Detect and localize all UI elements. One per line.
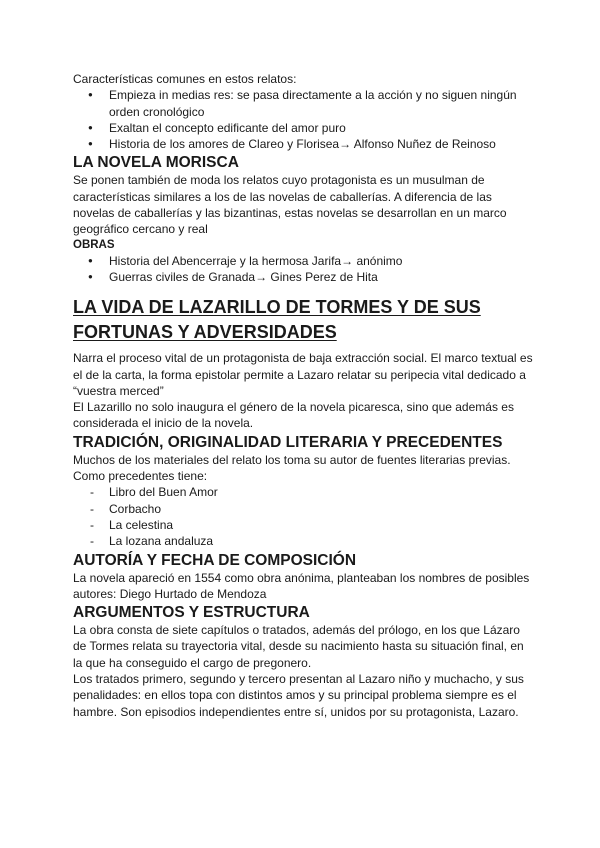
argumentos-paragraph-2: Los tratados primero, segundo y tercero presentan al Lazaro niño y muchacho, y sus penalidades: en ellos topa con distintos amos y su principal problema siempre es el hambre. Son episodios independientes entre sí, unidos por su protagonista, Lazaro. (73, 672, 524, 719)
lazarillo-paragraph-2: El Lazarillo no solo inaugura el género de la novela picaresca, sino que además es considerada el inicio de la novela. (73, 400, 514, 431)
argumentos-paragraph-1: La obra consta de siete capítulos o tratados, además del prólogo, en los que Lázaro de Tormes relata su trayectoria vital, desde su nacimiento hasta su situación final, en la que ha conseguido el cargo de pregonero. (73, 623, 524, 670)
list-item: ● Exaltan el concepto edificante del amor puro (73, 120, 533, 136)
heading-obras: OBRAS (73, 238, 115, 251)
list-item: ● Historia del Abencerraje y la hermosa Jarifa→ anónimo (73, 253, 533, 269)
lazarillo-title-line2: FORTUNAS Y ADVERSIDADES (73, 322, 337, 343)
heading-autoria: AUTORÍA Y FECHA DE COMPOSICIÓN (73, 551, 357, 569)
document-page (73, 71, 533, 720)
tradicion-text: Muchos de los materiales del relato los toma su autor de fuentes literarias previas. Como precedentes tiene: (73, 452, 511, 484)
list-item: - Corbacho (73, 501, 533, 517)
heading-novela-morisca: LA NOVELA MORISCA (73, 154, 239, 172)
autoria-text: La novela apareció en 1554 como obra anónima, planteaban los nombres de posibles autores: Diego Hurtado de Mendoza (73, 570, 530, 601)
list-item: ● Empieza in medias res: se pasa directamente a la acción y no siguen ningún orden cronológico (73, 87, 533, 120)
lazarillo-title (73, 295, 533, 345)
heading-argumentos: ARGUMENTOS Y ESTRUCTURA (73, 604, 310, 622)
list-item: ● Historia de los amores de Clareo y Florisea→ Alfonso Nuñez de Reinoso (73, 136, 533, 152)
list-item: ● Guerras civiles de Granada→ Gines Perez de Hita (73, 269, 533, 285)
morisca-text: Se ponen también de moda los relatos cuyo protagonista es un musulman de características similares a los de las novelas de caballerías. A diferencia de las novelas de caballerías y las bizantinas, estas novelas se desarrollan en un marco geográfico cercano y real (73, 173, 507, 237)
lazarillo-paragraph-1: Narra el proceso vital de un protagonista de baja extracción social. El marco textual es el de la carta, la forma epistolar permite a Lazaro relatar su peripecia vital dedicado a “vuestra merced” (73, 351, 533, 398)
intro-list (73, 87, 533, 152)
precedentes-list (73, 484, 533, 549)
list-item: - La lozana andaluza (73, 533, 533, 549)
list-item: - Libro del Buen Amor (73, 484, 533, 500)
list-item: - La celestina (73, 517, 533, 533)
obras-list (73, 253, 533, 286)
lazarillo-title-line1: LA VIDA DE LAZARILLO DE TORMES Y DE SUS (73, 297, 481, 318)
heading-tradicion: TRADICIÓN, ORIGINALIDAD LITERARIA Y PRECEDENTES (73, 433, 503, 451)
intro-text: Características comunes en estos relatos: (73, 72, 297, 86)
